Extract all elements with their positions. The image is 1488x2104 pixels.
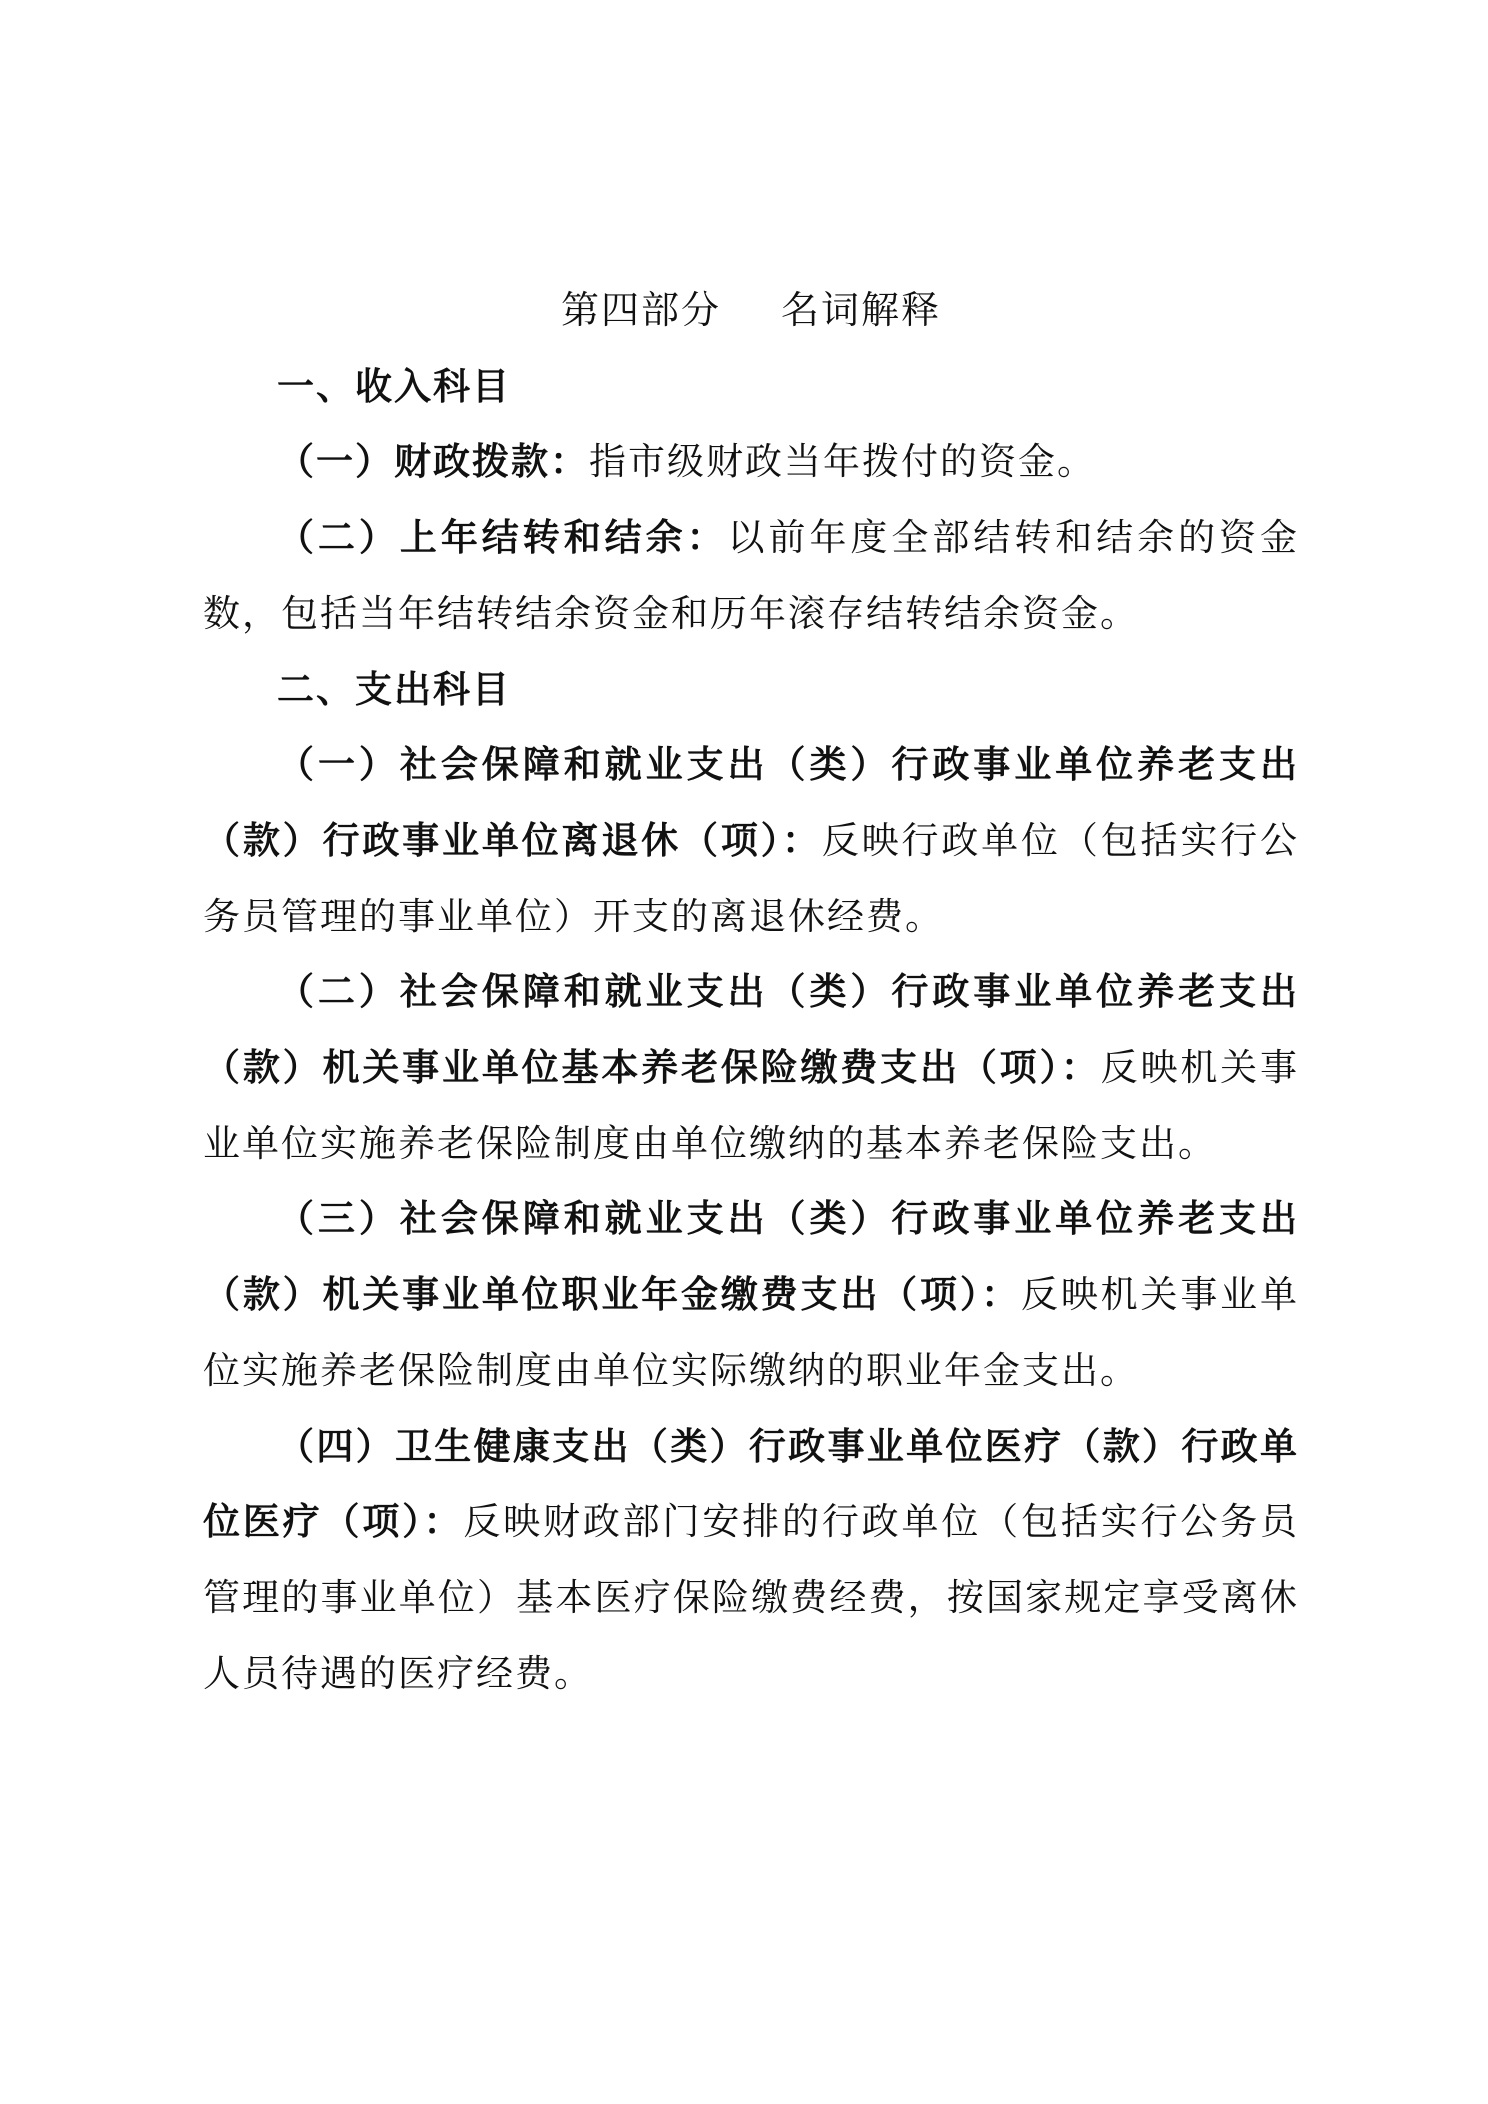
term-label: （四）卫生健康支出（类）行政事业单位医疗（款）行政单位医疗（项）： [203,1423,1299,1544]
term-label: （三）社会保障和就业支出（类）行政事业单位养老支出（款）机关事业单位职业年金缴费支出（项）： [203,1196,1299,1317]
term-label: （一）社会保障和就业支出（类）行政事业单位养老支出（款）行政事业单位离退休（项）： [203,742,1299,862]
document-page [203,273,1299,1711]
page-title [203,273,1299,349]
term-definition: 反映财政部门安排的行政单位（包括实行公务员管理的事业单位）基本医疗保险缴费经费，按国家规定享受离休人员待遇的医疗经费。 [203,1500,1300,1695]
term-paragraph [203,500,1299,651]
term-paragraph [203,954,1299,1181]
term-definition: 反映机关事业单位实施养老保险制度由单位实际缴纳的职业年金支出。 [203,1273,1299,1392]
term-label: （二）上年结转和结余： [277,515,728,560]
term-definition: 以前年度全部结转和结余的资金数，包括当年结转结余资金和历年滚存结转结余资金。 [203,516,1300,635]
term-paragraph [203,1409,1299,1712]
term-paragraph [203,424,1299,500]
term-paragraph [203,1181,1299,1408]
term-paragraph [203,727,1299,954]
term-definition: 指市级财政当年拨付的资金。 [589,440,1096,484]
section-heading-income: 一、收入科目 [277,364,511,408]
term-definition: 反映机关事业单位实施养老保险制度由单位缴纳的基本养老保险支出。 [203,1046,1300,1165]
term-label: （一）财政拨款： [277,439,589,484]
term-label: （二）社会保障和就业支出（类）行政事业单位养老支出（款）机关事业单位基本养老保险缴费支出（项）： [203,969,1299,1090]
section-heading-expenditure: 二、支出科目 [277,667,511,711]
term-definition: 反映行政单位（包括实行公务员管理的事业单位）开支的离退休经费。 [203,818,1300,938]
title-name: 名词解释 [781,288,942,332]
title-part: 第四部分 [560,288,721,332]
